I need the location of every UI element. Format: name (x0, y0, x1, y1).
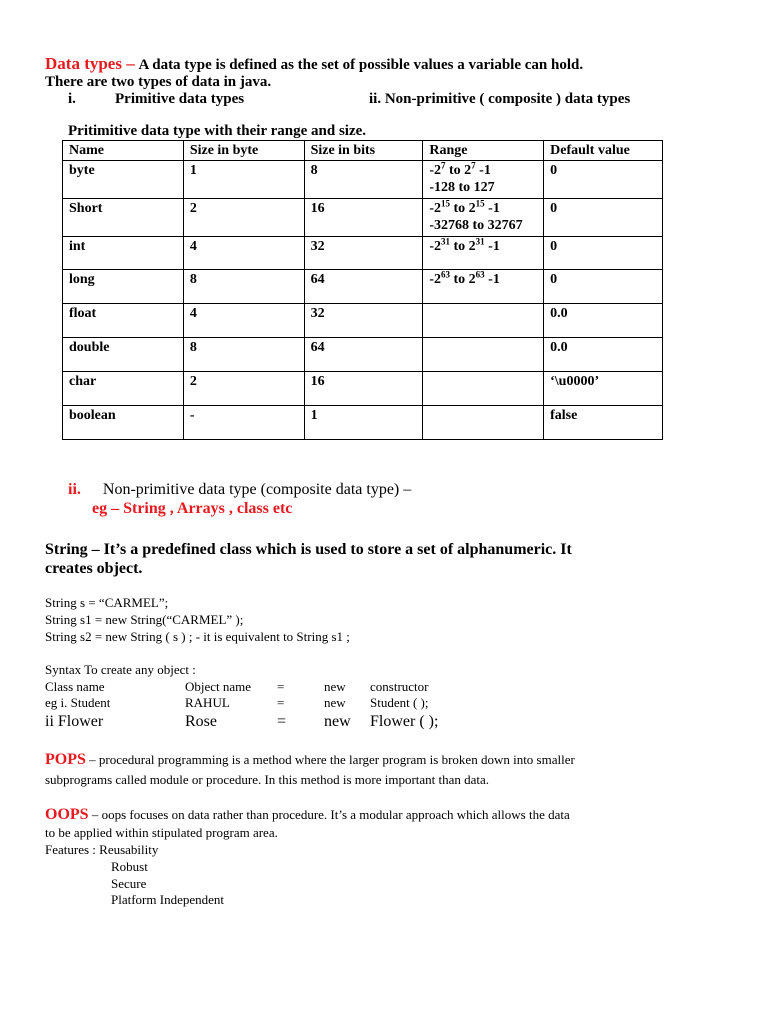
cell-size-bits: 8 (304, 161, 423, 199)
pops-line1 (45, 751, 575, 769)
cell-size-bits: 16 (304, 372, 423, 406)
nonprim-line (68, 481, 411, 499)
range-part: -2 (429, 272, 441, 287)
cell-size-byte: 4 (183, 237, 304, 270)
syntax-cell: Student ( ); (370, 695, 429, 710)
table-row (63, 161, 663, 199)
cell-size-bits: 64 (304, 270, 423, 304)
cell-size-byte: 8 (183, 270, 304, 304)
range-part: -2 (429, 163, 441, 178)
cell-name: long (63, 270, 184, 304)
syntax-cell: RAHUL (185, 695, 230, 710)
cell-size-bits: 64 (304, 338, 423, 372)
range-exponent: 63 (475, 269, 485, 280)
cell-name: byte (63, 161, 184, 199)
range-part: -2 (429, 239, 441, 254)
cell-default: 0.0 (544, 338, 663, 372)
string-def-line1: String – It’s a predefined class which is used to store a set of alphanumeric. It (45, 541, 572, 558)
range-exponent: 31 (441, 236, 450, 247)
range-part: -2 (429, 201, 441, 216)
col-header-range: Range (423, 141, 544, 161)
feature-secure: Secure (111, 876, 147, 891)
oops-text1: – oops focuses on data rather than procedure. It’s a modular approach which allows the data (88, 807, 570, 822)
cell-name: float (63, 304, 184, 338)
cell-size-byte: 2 (183, 199, 304, 237)
code-line-3: String s2 = new String ( s ) ; - it is equivalent to String s1 ; (45, 629, 350, 644)
syntax-title: Syntax To create any object : (45, 662, 196, 677)
range-part: -1 (484, 239, 500, 254)
syntax-cell: Rose (185, 713, 217, 730)
nonprim-examples: eg – String , Arrays , class etc (92, 500, 293, 517)
syntax-cell: = (277, 695, 285, 710)
syntax-cell: new (324, 713, 351, 730)
range-part: to 2 (450, 239, 476, 254)
range-expression (429, 238, 537, 255)
range-exponent: 7 (471, 160, 476, 171)
cell-size-bits: 32 (304, 304, 423, 338)
syntax-cell: ii Flower (45, 713, 104, 730)
cell-default: 0 (544, 270, 663, 304)
table-row (63, 199, 663, 237)
table-header-row (63, 141, 663, 161)
syntax-cell: new (324, 679, 346, 694)
type-i-label: Primitive data types (115, 91, 245, 107)
range-exponent: 7 (441, 160, 446, 171)
cell-range (423, 304, 544, 338)
range-part: to 2 (450, 201, 476, 216)
range-exponent: 31 (475, 236, 485, 247)
cell-name: boolean (63, 406, 184, 440)
range-expression (429, 162, 537, 179)
primitive-types-table (62, 140, 663, 440)
oops-line2: to be applied within stipulated program area. (45, 825, 278, 840)
cell-size-bits: 1 (304, 406, 423, 440)
range-exponent: 15 (475, 198, 485, 209)
range-exponent: 63 (441, 269, 450, 280)
range-expression (429, 200, 537, 217)
syntax-cell: eg i. Student (45, 695, 111, 710)
col-header-default: Default value (544, 141, 663, 161)
code-line-1: String s = “CARMEL”; (45, 595, 169, 610)
cell-default: ‘\u0000’ (544, 372, 663, 406)
syntax-cell: = (277, 713, 287, 730)
table-row (63, 372, 663, 406)
cell-size-byte: 1 (183, 161, 304, 199)
syntax-cell: constructor (370, 679, 429, 694)
cell-default: 0 (544, 161, 663, 199)
syntax-cell: Class name (45, 679, 105, 694)
intro-line2: There are two types of data in java. (45, 74, 272, 90)
cell-name: char (63, 372, 184, 406)
oops-label: OOPS (45, 806, 89, 823)
string-def-line2: creates object. (45, 560, 143, 577)
data-type-definition: A data type is defined as the set of possible values a variable can hold. (138, 57, 584, 73)
oops-line1 (45, 806, 570, 824)
cell-size-byte: 4 (183, 304, 304, 338)
pops-label: POPS (45, 751, 86, 768)
cell-default: 0 (544, 237, 663, 270)
cell-range (423, 372, 544, 406)
cell-name: int (63, 237, 184, 270)
pops-text1: – procedural programming is a method where the larger program is broken down into smaller (85, 752, 575, 767)
syntax-cell: = (277, 679, 285, 694)
table-row (63, 270, 663, 304)
cell-name: double (63, 338, 184, 372)
cell-size-bits: 32 (304, 237, 423, 270)
cell-size-byte: 8 (183, 338, 304, 372)
type-i-num: i. (68, 91, 76, 107)
cell-default: false (544, 406, 663, 440)
syntax-cell: new (324, 695, 346, 710)
col-header-size-byte: Size in byte (183, 141, 304, 161)
table-row (63, 304, 663, 338)
data-types-heading: Data types – (45, 54, 135, 73)
cell-range (423, 338, 544, 372)
range-part: -1 (484, 272, 500, 287)
range-part: to 2 (445, 163, 472, 178)
table-caption: Pritimitive data type with their range and size. (68, 123, 367, 139)
table-row (63, 406, 663, 440)
code-line-2: String s1 = new String(“CARMEL” ); (45, 612, 244, 627)
range-decimal: -32768 to 32767 (429, 218, 523, 233)
range-decimal: -128 to 127 (429, 180, 495, 195)
table-row (63, 237, 663, 270)
cell-size-byte: - (183, 406, 304, 440)
cell-range (423, 237, 544, 270)
cell-range (423, 161, 544, 199)
range-part: -1 (475, 163, 491, 178)
range-expression (429, 271, 537, 288)
feature-robust: Robust (111, 859, 148, 874)
range-exponent: 15 (441, 198, 450, 209)
cell-default: 0 (544, 199, 663, 237)
type-ii-label: ii. Non-primitive ( composite ) data types (369, 91, 631, 107)
intro-line1 (45, 54, 583, 74)
cell-size-byte: 2 (183, 372, 304, 406)
cell-range (423, 406, 544, 440)
features-label: Features : Reusability (45, 842, 159, 857)
cell-range (423, 270, 544, 304)
cell-range (423, 199, 544, 237)
cell-size-bits: 16 (304, 199, 423, 237)
nonprim-title: Non-primitive data type (composite data type) – (102, 481, 412, 498)
range-part: -1 (484, 201, 500, 216)
syntax-cell: Flower ( ); (370, 713, 439, 730)
feature-platform-independent: Platform Independent (111, 892, 224, 907)
nonprim-num: ii. (68, 481, 81, 498)
cell-default: 0.0 (544, 304, 663, 338)
syntax-cell: Object name (185, 679, 252, 694)
cell-name: Short (63, 199, 184, 237)
table-row (63, 338, 663, 372)
range-part: to 2 (450, 272, 476, 287)
col-header-size-bits: Size in bits (304, 141, 423, 161)
col-header-name: Name (63, 141, 184, 161)
pops-line2: subprograms called module or procedure. In this method is more important than data. (45, 772, 490, 787)
